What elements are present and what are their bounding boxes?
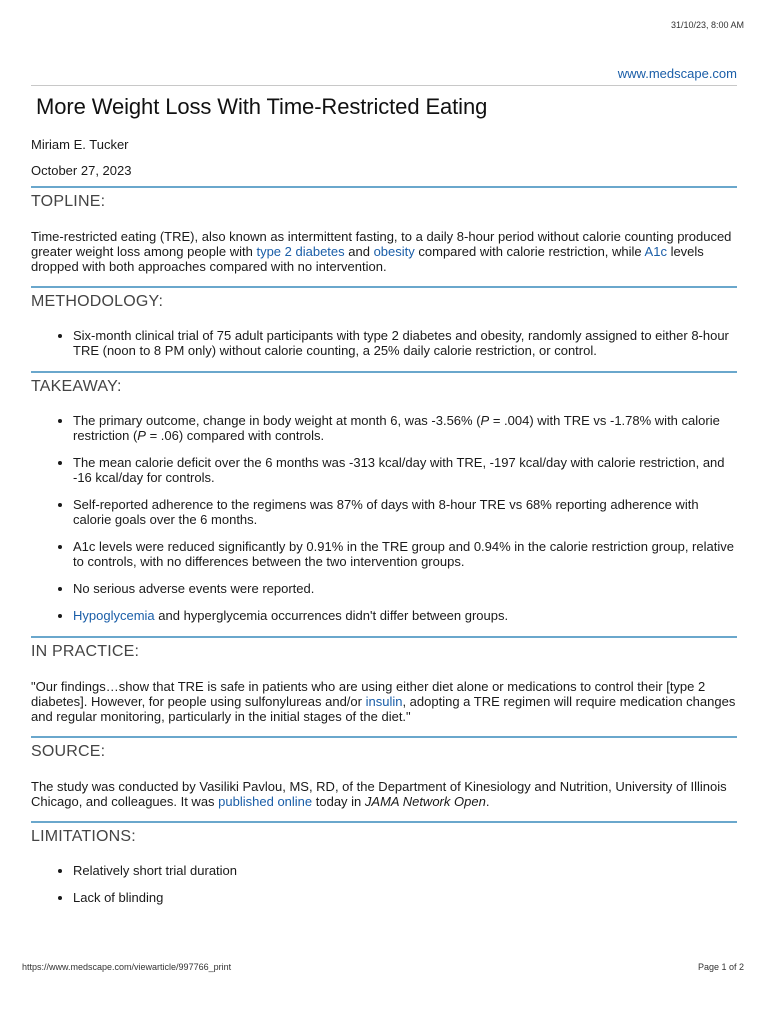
topline-paragraph [31, 229, 737, 274]
site-link[interactable]: www.medscape.com [617, 66, 737, 81]
source-text: today in [312, 794, 365, 809]
source-paragraph [31, 779, 737, 809]
section-heading-takeaway: TAKEAWAY: [31, 378, 122, 395]
item-text: The primary outcome, change in body weight at month 6, was -3.56% ( [73, 413, 481, 428]
section-source [31, 736, 737, 809]
source-text: . [485, 794, 490, 809]
item-text: = .004) with TRE vs -1.78% with calorie restriction ( [73, 413, 720, 443]
journal-name: JAMA Network Open [364, 794, 486, 809]
topline-text: and [344, 244, 374, 259]
limitations-list [31, 863, 737, 905]
takeaway-list [31, 413, 737, 623]
list-item [73, 413, 737, 443]
section-heading-in-practice: IN PRACTICE: [31, 643, 140, 660]
topline-text: Time-restricted eating (TRE), also known as intermittent fasting, to a daily 8-hour period without calorie counting produced greater weight loss among people with [31, 229, 732, 259]
section-in-practice [31, 636, 737, 724]
topline-text: levels dropped with both approaches compared with no intervention. [31, 244, 704, 274]
section-heading-source: SOURCE: [31, 743, 106, 760]
topline-text: compared with calorie restriction, while [414, 244, 645, 259]
article-title: More Weight Loss With Time-Restricted Eating [36, 94, 488, 119]
item-text: = .06) compared with controls. [145, 428, 325, 443]
section-heading-methodology: METHODOLOGY: [31, 293, 164, 310]
link-type-2-diabetes[interactable]: type 2 diabetes [256, 244, 345, 259]
quote-text: "Our findings…show that TRE is safe in patients who are using either diet alone or medications to control their [type 2 diabetes]. However, for people using sulfonylureas and/or [31, 679, 706, 709]
section-methodology [31, 286, 737, 358]
list-item: • Relatively short trial duration [73, 863, 737, 878]
print-datetime: 31/10/23, 8:00 AM [670, 20, 744, 30]
link-insulin[interactable]: insulin [365, 694, 403, 709]
section-limitations [31, 821, 737, 905]
article-page [31, 66, 737, 918]
list-item: • Self-reported adherence to the regimens was 87% of days with 8-hour TRE vs 68% reporting adherence with calorie goals over the 6 months. [73, 497, 737, 527]
item-text: and hyperglycemia occurrences didn't differ between groups. [154, 608, 509, 623]
link-obesity[interactable]: obesity [373, 244, 415, 259]
methodology-list [31, 328, 737, 358]
section-heading-topline: TOPLINE: [31, 193, 106, 210]
link-a1c[interactable]: A1c [644, 244, 667, 259]
quote-text: , adopting a TRE regimen will require medication changes and regular monitoring, particularly in the initial stages of the diet." [31, 694, 736, 724]
print-page-number: Page 1 of 2 [697, 962, 744, 972]
list-item: • Six-month clinical trial of 75 adult participants with type 2 diabetes and obesity, randomly assigned to either 8-hour TRE (noon to 8 PM only) without calorie counting, a 25% daily calorie restriction, or control. [73, 328, 737, 358]
link-hypoglycemia[interactable]: Hypoglycemia [73, 608, 155, 623]
p-symbol: P [480, 413, 490, 428]
p-symbol: P [137, 428, 146, 443]
section-takeaway [31, 371, 737, 623]
section-heading-limitations: LIMITATIONS: [31, 828, 136, 845]
print-url: https://www.medscape.com/viewarticle/997766_print [22, 962, 232, 972]
link-published-online[interactable]: published online [218, 794, 313, 809]
list-item: • No serious adverse events were reported. [73, 581, 737, 596]
list-item: • A1c levels were reduced significantly by 0.91% in the TRE group and 0.94% in the calorie restriction group, relative to controls, with no differences between the two intervention groups. [73, 539, 737, 569]
list-item: • The mean calorie deficit over the 6 months was -313 kcal/day with TRE, -197 kcal/day with calorie restriction, and -16 kcal/day for controls. [73, 455, 737, 485]
list-item: • Lack of blinding [73, 890, 737, 905]
section-topline [31, 186, 737, 274]
article-date: October 27, 2023 [31, 163, 132, 178]
in-practice-paragraph [31, 679, 737, 724]
source-text: The study was conducted by Vasiliki Pavlou, MS, RD, of the Department of Kinesiology and Nutrition, University of Illinois Chicago, and colleagues. It was [31, 779, 727, 809]
article-author: Miriam E. Tucker [31, 137, 129, 152]
site-header [31, 66, 737, 86]
list-item [73, 608, 737, 623]
